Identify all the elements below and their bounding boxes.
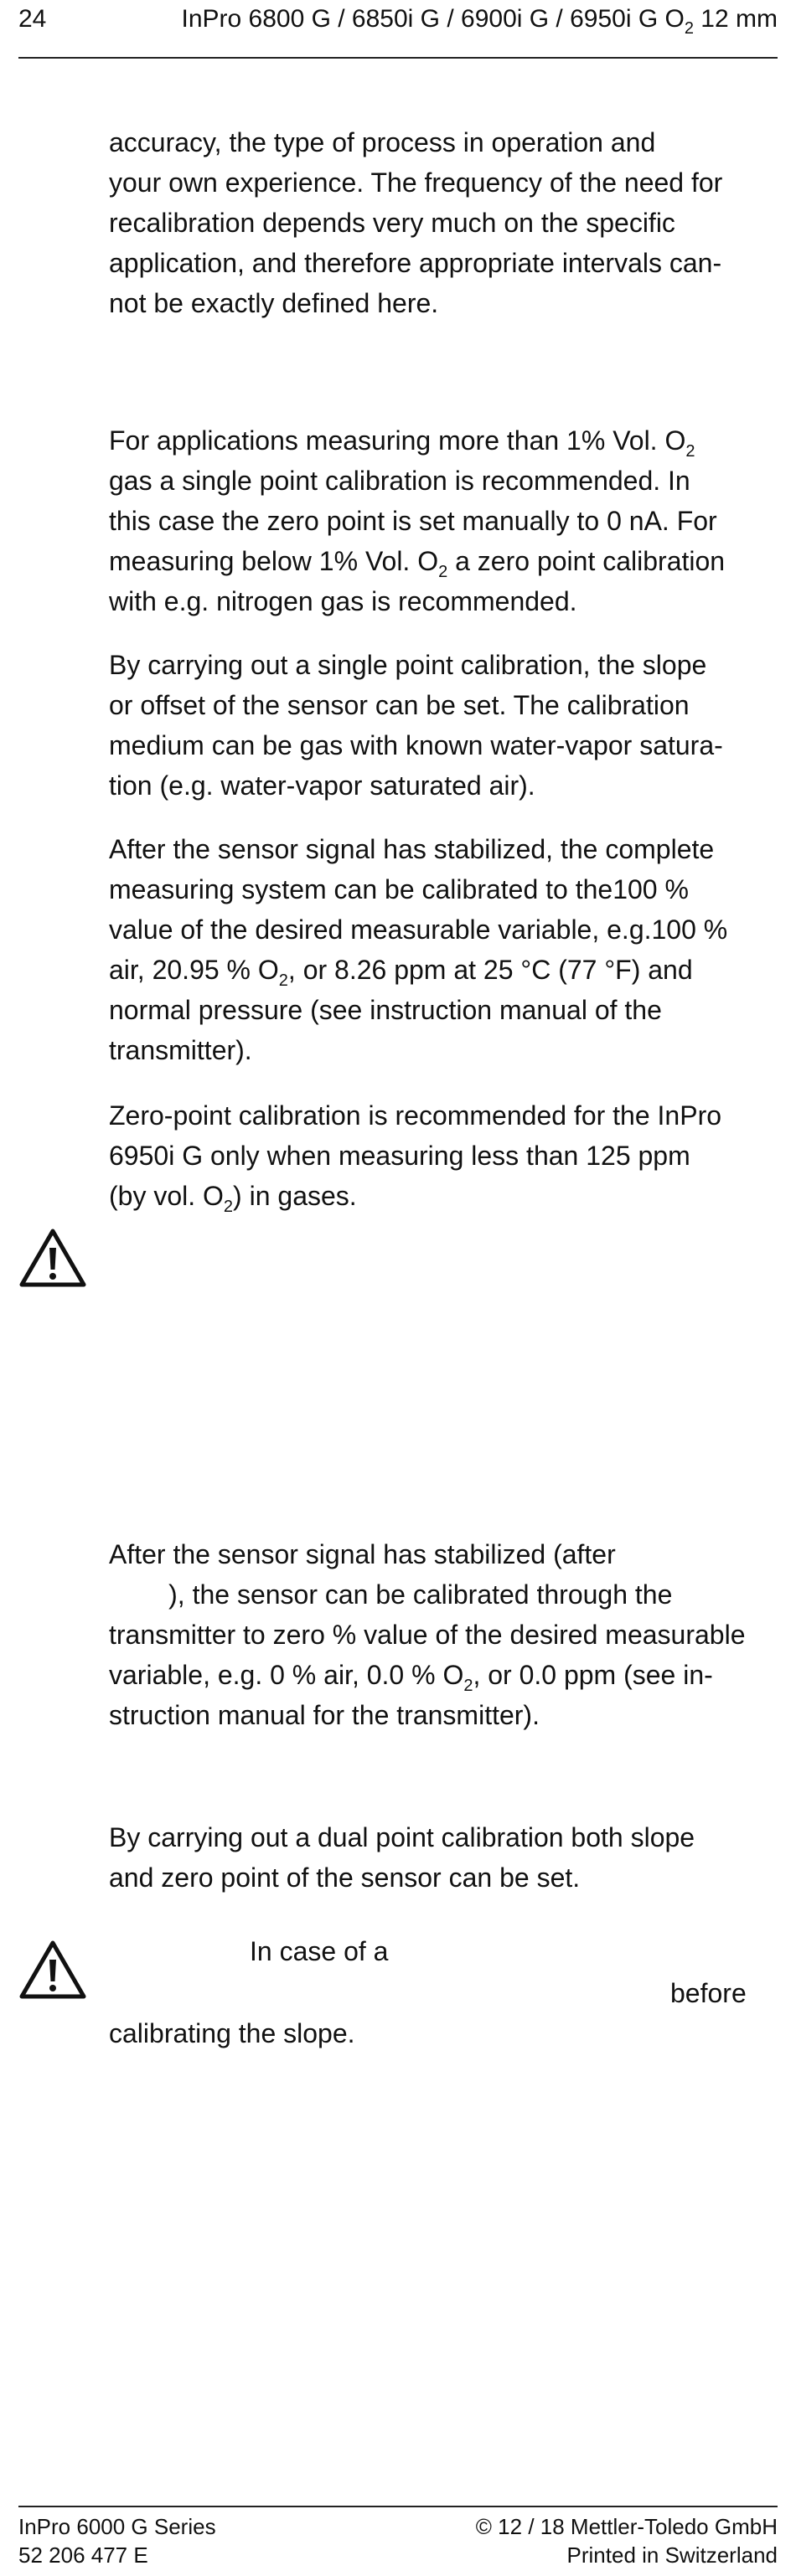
text-line: air, 20.95 % $O_2$, or 8.26 ppm at 25 °C (77 °F) and [109, 955, 693, 990]
text-line: not be exactly defined here. [109, 288, 439, 318]
footer-printed: Printed in Switzerland [566, 2543, 778, 2568]
text-line: After the sensor signal has stabilized (after [109, 1539, 616, 1569]
paragraph-zero-calibration [109, 1534, 779, 1735]
text-line: medium can be gas with known water-vapor satura- [109, 730, 723, 760]
page-number: 24 [18, 5, 47, 33]
text-line: accuracy, the type of process in operation and [109, 127, 656, 157]
warning-triangle-icon [18, 1228, 87, 1288]
note-line-3: calibrating the slope. [109, 2018, 355, 2048]
header-title-suffix: 12 mm [693, 5, 778, 33]
text-line: For applications measuring more than 1% Vol. $O_2$ [109, 425, 695, 461]
text-line: your own experience. The frequency of the need for [109, 167, 723, 198]
text-line: (by vol. $O_2$) in gases. [109, 1181, 357, 1216]
footer-rule [18, 2506, 778, 2507]
text-line: measuring system can be calibrated to the100 % [109, 874, 689, 904]
paragraph-stabilized-calibration [109, 829, 779, 1070]
text-line: and zero point of the sensor can be set. [109, 1862, 581, 1893]
footer-series: InPro 6000 G Series [18, 2514, 216, 2539]
note-line-2: before [670, 1978, 747, 2008]
footer-right [476, 2512, 778, 2569]
text-line: value of the desired measurable variable, e.g.100 % [109, 914, 728, 945]
text-line: By carrying out a dual point calibration both slope [109, 1822, 695, 1852]
footer-order-number: 52 206 477 E [18, 2543, 148, 2568]
footer-left [18, 2512, 216, 2569]
note-line-1: In case of a [250, 1936, 389, 1966]
paragraph-recalibration [109, 122, 779, 323]
paragraph-zero-point-recommendation [109, 1095, 779, 1216]
text-line: measuring below 1% Vol. $O_2$ a zero point calibration [109, 546, 726, 581]
text-line: variable, e.g. 0 % air, 0.0 % $O_2$, or 0.0 ppm (see in- [109, 1660, 713, 1695]
header-title-text: InPro 6800 G / 6850i G / 6900i G / 6950i G O [181, 5, 685, 33]
text-line: with e.g. nitrogen gas is recommended. [109, 586, 577, 616]
text-line: ), the sensor can be calibrated through the [109, 1579, 673, 1610]
text-line: transmitter to zero % value of the desired measurable [109, 1620, 746, 1650]
header-title-sub: 2 [684, 19, 694, 38]
header-rule [18, 57, 778, 59]
header-title [181, 5, 778, 38]
text-line: gas a single point calibration is recommended. In [109, 466, 690, 496]
text-line: After the sensor signal has stabilized, the complete [109, 834, 715, 864]
text-line: struction manual for the transmitter). [109, 1700, 540, 1730]
text-line: this case the zero point is set manually to 0 nA. For [109, 506, 717, 536]
text-line: recalibration depends very much on the specific [109, 208, 675, 238]
text-line: transmitter). [109, 1035, 252, 1065]
footer-copyright: © 12 / 18 Mettler-Toledo GmbH [475, 2514, 778, 2539]
text-line: normal pressure (see instruction manual of the [109, 995, 662, 1025]
paragraph-single-point-calibration [109, 645, 779, 806]
text-line: 6950i G only when measuring less than 125 ppm [109, 1141, 690, 1171]
text-line: By carrying out a single point calibration, the slope [109, 650, 707, 680]
text-line: or offset of the sensor can be set. The calibration [109, 690, 690, 720]
paragraph-single-point-recommendation [109, 420, 779, 621]
text-line: application, and therefore appropriate intervals can- [109, 248, 722, 278]
text-line: tion (e.g. water-vapor saturated air). [109, 770, 535, 801]
warning-triangle-icon [18, 1940, 87, 2000]
text-line: Zero-point calibration is recommended for the InPro [109, 1100, 722, 1131]
paragraph-dual-point-calibration [109, 1817, 779, 1898]
